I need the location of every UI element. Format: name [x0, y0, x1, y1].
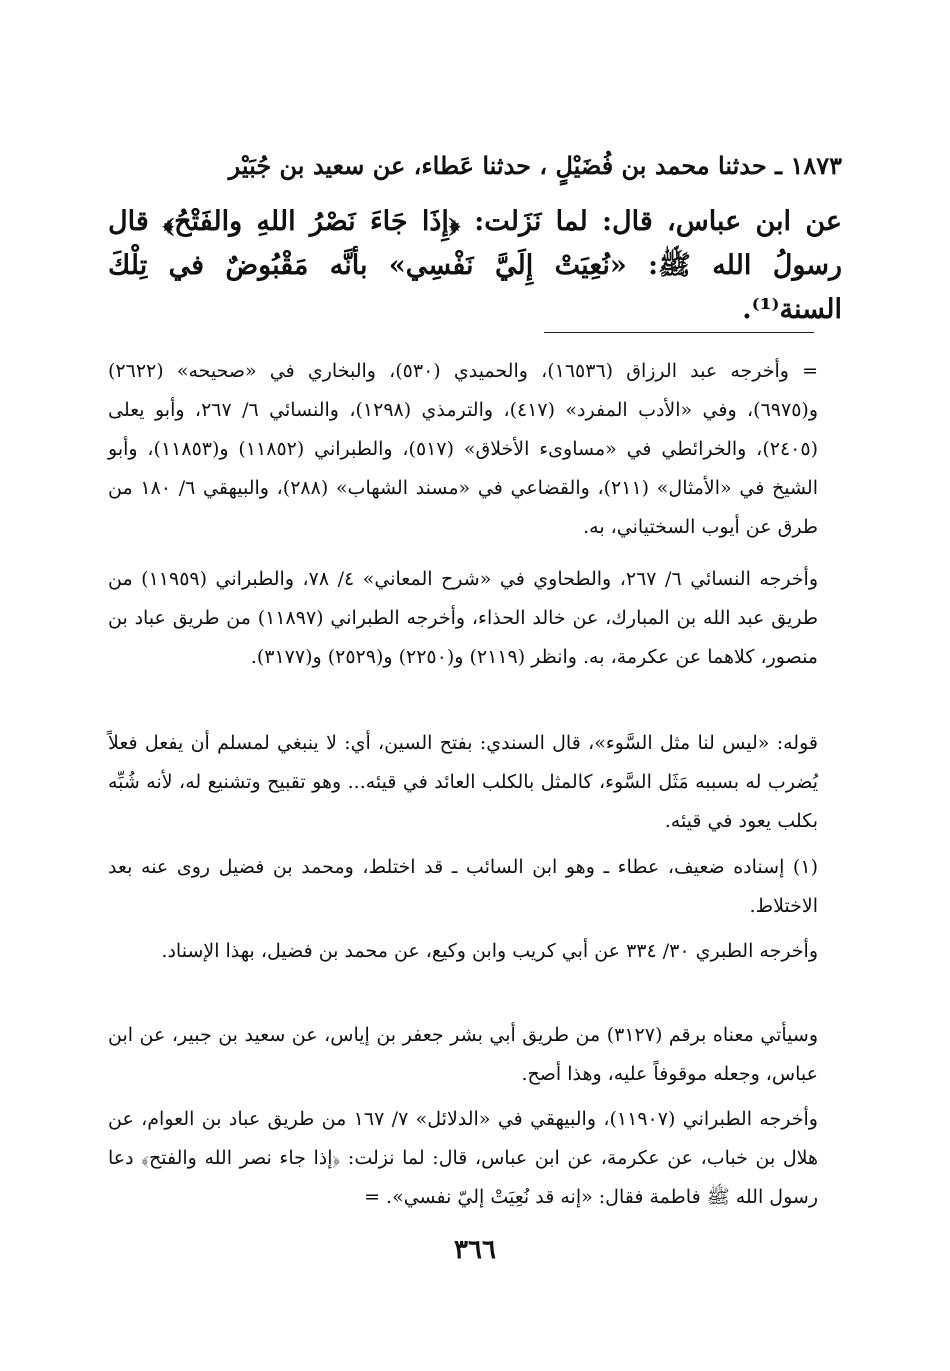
- footnote-paragraph-1: = وأخرجه عبد الرزاق (١٦٥٣٦)، والحميدي (٥٣٠)، والبخاري في «صحيحه» (٢٦٢٢) و(٦٩٧٥)، وفي «الأدب المفرد» (٤١٧)، والترمذي (١٢٩٨)، والنسائي ٦/ ٢٦٧، وأبو يعلى (٢٤٠٥)، والخرائطي في «مساوىء الأخلاق» (٥١٧)، والطبراني (١١٨٥٢) و(١١٨٥٣)، وأبو الشيخ في «الأمثال» (٢١١)، والقضاعي في «مسند الشهاب» (٢٨٨)، والبيهقي ٦/ ١٨٠ من طرق عن أيوب السختياني، به.: [108, 360, 819, 538]
- page-number: ٣٦٦: [454, 1235, 496, 1265]
- footnote-paragraph-3: قوله: «ليس لنا مثل السَّوء»، قال السندي: بفتح السين، أي: لا ينبغي لمسلم أن يفعل فعلاً يُضرب له بسببه مَثَل السَّوء، كالمثل بالكلب العائد في قيئه... وهو تقبيح وتشنيع له، لأنه شُبِّه بكلب يعود في قيئه.: [108, 732, 818, 832]
- footnote-paragraph-5: وأخرجه الطبري ٣٠/ ٣٣٤ عن أبي كريب وابن وكيع، عن محمد بن فضيل، بهذا الإسناد.: [161, 940, 818, 962]
- footnote-paragraph-4: (١) إسناده ضعيف، عطاء ـ وهو ابن السائب ـ قد اختلط، ومحمد بن فضيل روى عنه بعد الاختلاط.: [108, 856, 818, 917]
- hadith-text: عن ابن عباس، قال: لما نَزَلت: ﴿إِذَا جَاءَ نَصْرُ اللهِ والفَتْحُ﴾ قال رسولُ الله ﷺ: «نُعِيَتْ إِلَيَّ نَفْسِي» بأنَّه مَقْبُوضٌ في تِلْكَ السنة⁽¹⁾.: [108, 206, 842, 325]
- footnote-paragraph-7: وأخرجه الطبراني (١١٩٠٧)، والبيهقي في «الدلائل» ٧/ ١٦٧ من طريق عباد بن العوام، عن هلال بن خباب، عن عكرمة، عن ابن عباس، قال: لما نزلت: ﴿إذا جاء نصر الله والفتح﴾ دعا رسول الله ﷺ فاطمة فقال: «إنه قد نُعِيَتْ إليّ نفسي». =: [108, 1108, 818, 1208]
- hadith-header-line: ١٨٧٣ ـ حدثنا محمد بن فُضَيْلٍ ، حدثنا عَطاء، عن سعيد بن جُبَيْر: [228, 151, 842, 180]
- footnote-paragraph-2: وأخرجه النسائي ٦/ ٢٦٧، والطحاوي في «شرح المعاني» ٤/ ٧٨، والطبراني (١١٩٥٩) من طريق عبد الله بن المبارك، عن خالد الحذاء، وأخرجه الطبراني (١١٨٩٧) من طريق عباد بن منصور، كلاهما عن عكرمة، به. وانظر (٢١١٩) و(٢٢٥٠) و(٢٥٢٩) و(٣١٧٧).: [108, 568, 818, 668]
- footnote-paragraph-6: وسيأتي معناه برقم (٣١٢٧) من طريق أبي بشر جعفر بن إياس، عن سعيد بن جبير، عن ابن عباس، وجعله موقوفاً عليه، وهذا أصح.: [108, 1024, 819, 1085]
- footnote-divider: [544, 332, 814, 333]
